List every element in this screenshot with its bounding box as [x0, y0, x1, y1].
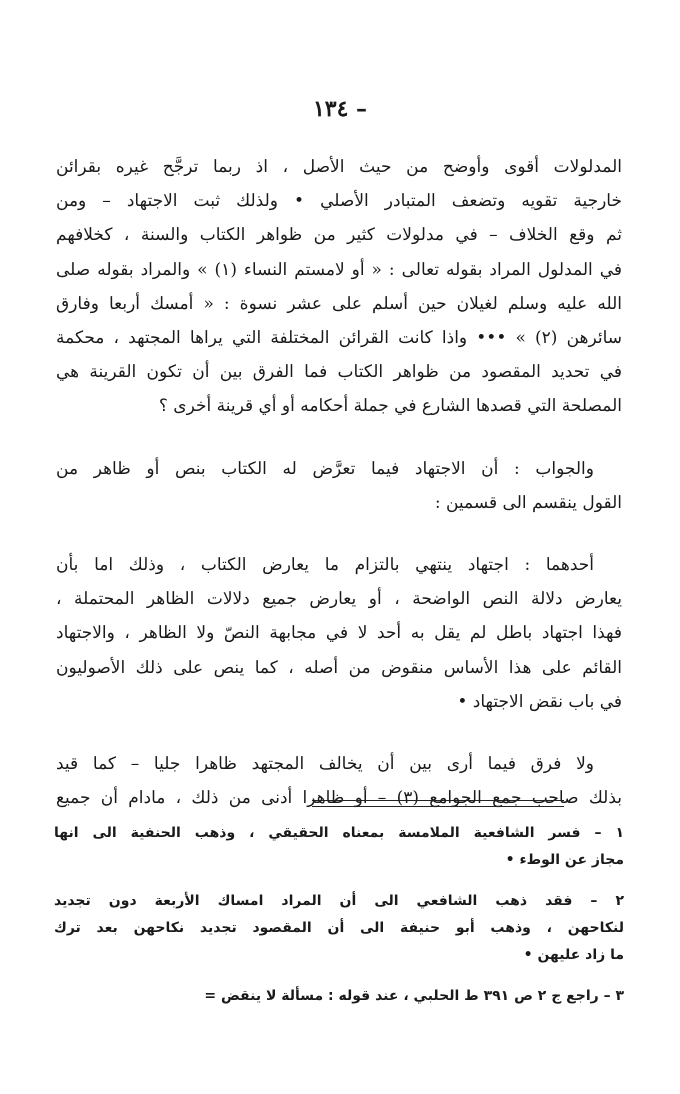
text-line: سائرهن (٢) » ••• واذا كانت القرائن المختلفة التي يراها المجتهد ، محكمة	[56, 328, 623, 349]
footnote-separator	[312, 800, 564, 801]
text-line: فهذا اجتهاد باطل لم يقل به أحد لا في مجابهة النصّ ولا الظاهر ، والاجتهاد	[56, 623, 622, 644]
text-line: الله عليه وسلم لغيلان حين أسلم على عشر نسوة : « أمسك أربعا وفارق	[56, 293, 622, 314]
footnote-separator	[312, 806, 564, 807]
footnote-3	[54, 983, 624, 1010]
text-line: المصلحة التي قصدها الشارع في جملة أحكامه أو أي قرينة أخرى ؟	[158, 396, 622, 417]
text-line: في المدلول المراد بقوله تعالى : « أو لامستم النساء (١) » والمراد بقوله صلى	[56, 259, 622, 280]
text-line: خارجية تقويه وتضعف المتبادر الأصلي • ولذلك ثبت الاجتهاد – ومن	[56, 191, 622, 212]
footnotes	[54, 820, 624, 1024]
footnote-line: لنكاحهن ، وذهب أبو حنيفة الى أن المقصود تجديد نكاحهن بعد ترك	[54, 920, 624, 936]
text-line: والجواب : أن الاجتهاد فيما تعرَّض له الكتاب بنص أو ظاهر من	[56, 458, 594, 479]
text-line: في تحديد المقصود من ظواهر الكتاب فما الفرق بين أن تكون القرينة هي	[56, 362, 622, 383]
footnote-2	[54, 888, 624, 969]
footnote-line: ما زاد عليهن •	[523, 947, 624, 963]
text-line: بذلك صاحب جمع الجوامع (٣) – أو ظاهرا أدنى من ذلك ، مادام أن جميع	[56, 788, 622, 809]
footnote-line: ١ – فسر الشافعية الملامسة بمعناه الحقيقي ، وذهب الحنفية الى انها	[54, 825, 624, 841]
paragraph-2	[56, 452, 622, 520]
paragraph-gap	[56, 424, 622, 452]
text-line: ولا فرق فيما أرى بين أن يخالف المجتهد ظاهرا جليا – كما قيد	[56, 754, 594, 775]
text-line: المدلولات أقوى وأوضح من حيث الأصل ، اذ ربما ترجَّح غيره بقرائن	[56, 157, 622, 177]
paragraph-gap	[56, 520, 622, 548]
footnote-line: ٣ – راجع ج ٢ ص ٣٩١ ط الحلبي ، عند قوله : مسألة لا ينقض =	[204, 988, 624, 1004]
paragraph-gap	[56, 719, 622, 747]
paragraph-3	[56, 548, 622, 719]
footnote-1	[54, 820, 624, 874]
text-line: ثم وقع الخلاف – في مدلولات كثير من ظواهر الكتاب والسنة ، كخلافهم	[56, 225, 622, 246]
text-line: يعارض دلالة النص الواضحة ، أو يعارض جميع دلالات الظاهر المحتملة ،	[56, 589, 622, 610]
text-line: أحدهما : اجتهاد ينتهي بالتزام ما يعارض الكتاب ، وذلك اما بأن	[56, 555, 594, 576]
footnote-line: مجاز عن الوطء •	[505, 852, 624, 868]
text-line: القائم على هذا الأساس منقوض من أصله ، كما ينص على ذلك الأصوليون	[56, 657, 622, 678]
paragraph-1	[56, 150, 622, 424]
text-line: القول ينقسم الى قسمين :	[434, 492, 622, 513]
text-line: في باب نقض الاجتهاد •	[457, 691, 622, 712]
main-text	[56, 150, 622, 815]
page-number: – ١٣٤	[312, 96, 368, 122]
footnote-line: ٢ – فقد ذهب الشافعي الى أن المراد امساك الأربعة دون تجديد	[54, 893, 624, 909]
